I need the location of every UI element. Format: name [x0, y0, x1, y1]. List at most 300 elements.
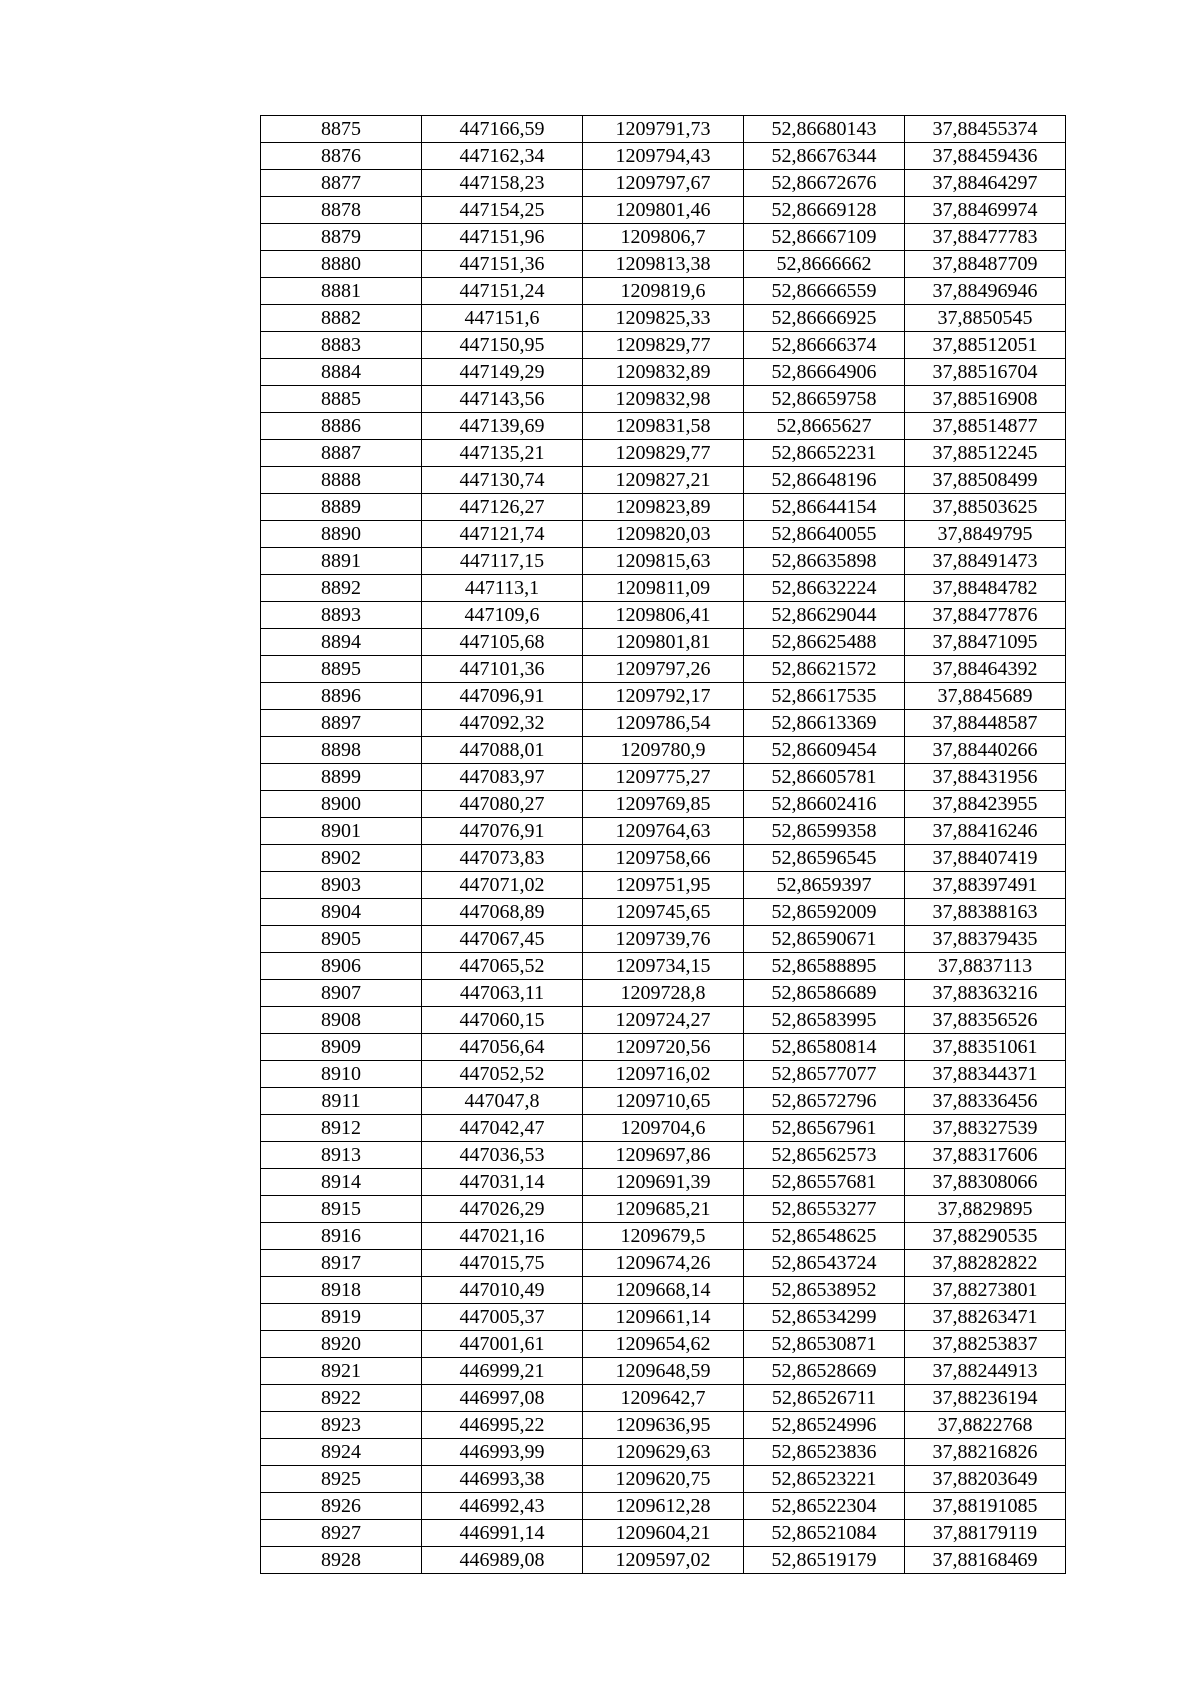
x-coordinate-cell: 447151,36	[422, 251, 583, 278]
point-number-cell: 8925	[261, 1466, 422, 1493]
point-number-cell: 8916	[261, 1223, 422, 1250]
y-coordinate-cell: 1209691,39	[583, 1169, 744, 1196]
table-row	[261, 602, 1066, 629]
y-coordinate-cell: 1209685,21	[583, 1196, 744, 1223]
x-coordinate-cell: 447092,32	[422, 710, 583, 737]
point-number-cell: 8922	[261, 1385, 422, 1412]
longitude-cell: 37,88455374	[905, 116, 1066, 143]
table-row	[261, 899, 1066, 926]
table-row	[261, 197, 1066, 224]
table-row	[261, 548, 1066, 575]
longitude-cell: 37,8849795	[905, 521, 1066, 548]
longitude-cell: 37,88379435	[905, 926, 1066, 953]
table-row	[261, 413, 1066, 440]
x-coordinate-cell: 447080,27	[422, 791, 583, 818]
x-coordinate-cell: 447036,53	[422, 1142, 583, 1169]
y-coordinate-cell: 1209642,7	[583, 1385, 744, 1412]
latitude-cell: 52,86562573	[744, 1142, 905, 1169]
x-coordinate-cell: 447139,69	[422, 413, 583, 440]
y-coordinate-cell: 1209654,62	[583, 1331, 744, 1358]
latitude-cell: 52,86586689	[744, 980, 905, 1007]
table-row	[261, 683, 1066, 710]
table-row	[261, 521, 1066, 548]
table-row	[261, 1412, 1066, 1439]
latitude-cell: 52,86572796	[744, 1088, 905, 1115]
x-coordinate-cell: 446999,21	[422, 1358, 583, 1385]
latitude-cell: 52,86592009	[744, 899, 905, 926]
x-coordinate-cell: 447154,25	[422, 197, 583, 224]
x-coordinate-cell: 447010,49	[422, 1277, 583, 1304]
longitude-cell: 37,8837113	[905, 953, 1066, 980]
table-row	[261, 1034, 1066, 1061]
point-number-cell: 8883	[261, 332, 422, 359]
table-row	[261, 1007, 1066, 1034]
y-coordinate-cell: 1209629,63	[583, 1439, 744, 1466]
point-number-cell: 8913	[261, 1142, 422, 1169]
x-coordinate-cell: 447143,56	[422, 386, 583, 413]
latitude-cell: 52,86524996	[744, 1412, 905, 1439]
latitude-cell: 52,86629044	[744, 602, 905, 629]
y-coordinate-cell: 1209825,33	[583, 305, 744, 332]
table-row	[261, 251, 1066, 278]
point-number-cell: 8893	[261, 602, 422, 629]
latitude-cell: 52,86599358	[744, 818, 905, 845]
table-row	[261, 1142, 1066, 1169]
table-row	[261, 1277, 1066, 1304]
point-number-cell: 8910	[261, 1061, 422, 1088]
latitude-cell: 52,86521084	[744, 1520, 905, 1547]
x-coordinate-cell: 447021,16	[422, 1223, 583, 1250]
y-coordinate-cell: 1209636,95	[583, 1412, 744, 1439]
latitude-cell: 52,86613369	[744, 710, 905, 737]
point-number-cell: 8900	[261, 791, 422, 818]
point-number-cell: 8914	[261, 1169, 422, 1196]
longitude-cell: 37,88516704	[905, 359, 1066, 386]
longitude-cell: 37,88464392	[905, 656, 1066, 683]
x-coordinate-cell: 446991,14	[422, 1520, 583, 1547]
longitude-cell: 37,88484782	[905, 575, 1066, 602]
latitude-cell: 52,86635898	[744, 548, 905, 575]
y-coordinate-cell: 1209679,5	[583, 1223, 744, 1250]
point-number-cell: 8890	[261, 521, 422, 548]
longitude-cell: 37,88351061	[905, 1034, 1066, 1061]
point-number-cell: 8894	[261, 629, 422, 656]
table-row	[261, 1385, 1066, 1412]
latitude-cell: 52,86666925	[744, 305, 905, 332]
y-coordinate-cell: 1209720,56	[583, 1034, 744, 1061]
latitude-cell: 52,86553277	[744, 1196, 905, 1223]
longitude-cell: 37,88216826	[905, 1439, 1066, 1466]
longitude-cell: 37,88407419	[905, 845, 1066, 872]
y-coordinate-cell: 1209734,15	[583, 953, 744, 980]
point-number-cell: 8892	[261, 575, 422, 602]
point-number-cell: 8926	[261, 1493, 422, 1520]
longitude-cell: 37,88448587	[905, 710, 1066, 737]
table-row	[261, 143, 1066, 170]
longitude-cell: 37,88168469	[905, 1547, 1066, 1574]
y-coordinate-cell: 1209769,85	[583, 791, 744, 818]
y-coordinate-cell: 1209668,14	[583, 1277, 744, 1304]
x-coordinate-cell: 447060,15	[422, 1007, 583, 1034]
point-number-cell: 8889	[261, 494, 422, 521]
longitude-cell: 37,88416246	[905, 818, 1066, 845]
point-number-cell: 8908	[261, 1007, 422, 1034]
x-coordinate-cell: 447068,89	[422, 899, 583, 926]
table-row	[261, 845, 1066, 872]
point-number-cell: 8915	[261, 1196, 422, 1223]
latitude-cell: 52,8666662	[744, 251, 905, 278]
x-coordinate-cell: 446989,08	[422, 1547, 583, 1574]
y-coordinate-cell: 1209728,8	[583, 980, 744, 1007]
longitude-cell: 37,88244913	[905, 1358, 1066, 1385]
x-coordinate-cell: 447109,6	[422, 602, 583, 629]
longitude-cell: 37,88336456	[905, 1088, 1066, 1115]
y-coordinate-cell: 1209780,9	[583, 737, 744, 764]
point-number-cell: 8876	[261, 143, 422, 170]
y-coordinate-cell: 1209724,27	[583, 1007, 744, 1034]
point-number-cell: 8879	[261, 224, 422, 251]
table-row	[261, 1466, 1066, 1493]
x-coordinate-cell: 447151,96	[422, 224, 583, 251]
y-coordinate-cell: 1209620,75	[583, 1466, 744, 1493]
y-coordinate-cell: 1209811,09	[583, 575, 744, 602]
y-coordinate-cell: 1209832,89	[583, 359, 744, 386]
longitude-cell: 37,88491473	[905, 548, 1066, 575]
latitude-cell: 52,86669128	[744, 197, 905, 224]
y-coordinate-cell: 1209797,26	[583, 656, 744, 683]
y-coordinate-cell: 1209831,58	[583, 413, 744, 440]
latitude-cell: 52,86676344	[744, 143, 905, 170]
latitude-cell: 52,86590671	[744, 926, 905, 953]
x-coordinate-cell: 447105,68	[422, 629, 583, 656]
y-coordinate-cell: 1209829,77	[583, 440, 744, 467]
longitude-cell: 37,88516908	[905, 386, 1066, 413]
longitude-cell: 37,88253837	[905, 1331, 1066, 1358]
latitude-cell: 52,86666374	[744, 332, 905, 359]
longitude-cell: 37,88344371	[905, 1061, 1066, 1088]
latitude-cell: 52,86522304	[744, 1493, 905, 1520]
x-coordinate-cell: 447067,45	[422, 926, 583, 953]
x-coordinate-cell: 447015,75	[422, 1250, 583, 1277]
latitude-cell: 52,86640055	[744, 521, 905, 548]
latitude-cell: 52,86530871	[744, 1331, 905, 1358]
latitude-cell: 52,86523836	[744, 1439, 905, 1466]
longitude-cell: 37,88423955	[905, 791, 1066, 818]
y-coordinate-cell: 1209827,21	[583, 467, 744, 494]
longitude-cell: 37,88363216	[905, 980, 1066, 1007]
latitude-cell: 52,86621572	[744, 656, 905, 683]
longitude-cell: 37,88477783	[905, 224, 1066, 251]
table-row	[261, 1223, 1066, 1250]
longitude-cell: 37,88397491	[905, 872, 1066, 899]
x-coordinate-cell: 447135,21	[422, 440, 583, 467]
latitude-cell: 52,86523221	[744, 1466, 905, 1493]
table-row	[261, 818, 1066, 845]
longitude-cell: 37,8850545	[905, 305, 1066, 332]
point-number-cell: 8882	[261, 305, 422, 332]
y-coordinate-cell: 1209661,14	[583, 1304, 744, 1331]
y-coordinate-cell: 1209792,17	[583, 683, 744, 710]
longitude-cell: 37,88203649	[905, 1466, 1066, 1493]
y-coordinate-cell: 1209794,43	[583, 143, 744, 170]
y-coordinate-cell: 1209716,02	[583, 1061, 744, 1088]
y-coordinate-cell: 1209801,46	[583, 197, 744, 224]
longitude-cell: 37,88512245	[905, 440, 1066, 467]
point-number-cell: 8918	[261, 1277, 422, 1304]
point-number-cell: 8911	[261, 1088, 422, 1115]
table-row	[261, 1061, 1066, 1088]
table-row	[261, 629, 1066, 656]
latitude-cell: 52,86652231	[744, 440, 905, 467]
latitude-cell: 52,86602416	[744, 791, 905, 818]
table-row	[261, 1169, 1066, 1196]
point-number-cell: 8898	[261, 737, 422, 764]
table-row	[261, 494, 1066, 521]
longitude-cell: 37,88282822	[905, 1250, 1066, 1277]
point-number-cell: 8901	[261, 818, 422, 845]
latitude-cell: 52,86666559	[744, 278, 905, 305]
table-row	[261, 980, 1066, 1007]
x-coordinate-cell: 446997,08	[422, 1385, 583, 1412]
y-coordinate-cell: 1209819,6	[583, 278, 744, 305]
latitude-cell: 52,86519179	[744, 1547, 905, 1574]
y-coordinate-cell: 1209697,86	[583, 1142, 744, 1169]
x-coordinate-cell: 447063,11	[422, 980, 583, 1007]
table-row	[261, 1358, 1066, 1385]
point-number-cell: 8905	[261, 926, 422, 953]
table-row	[261, 656, 1066, 683]
x-coordinate-cell: 446995,22	[422, 1412, 583, 1439]
x-coordinate-cell: 447056,64	[422, 1034, 583, 1061]
x-coordinate-cell: 447052,52	[422, 1061, 583, 1088]
y-coordinate-cell: 1209806,7	[583, 224, 744, 251]
x-coordinate-cell: 447047,8	[422, 1088, 583, 1115]
y-coordinate-cell: 1209797,67	[583, 170, 744, 197]
latitude-cell: 52,86577077	[744, 1061, 905, 1088]
y-coordinate-cell: 1209704,6	[583, 1115, 744, 1142]
longitude-cell: 37,88471095	[905, 629, 1066, 656]
point-number-cell: 8887	[261, 440, 422, 467]
latitude-cell: 52,86664906	[744, 359, 905, 386]
x-coordinate-cell: 446992,43	[422, 1493, 583, 1520]
longitude-cell: 37,88236194	[905, 1385, 1066, 1412]
latitude-cell: 52,8665627	[744, 413, 905, 440]
point-number-cell: 8886	[261, 413, 422, 440]
longitude-cell: 37,88503625	[905, 494, 1066, 521]
point-number-cell: 8897	[261, 710, 422, 737]
longitude-cell: 37,88327539	[905, 1115, 1066, 1142]
longitude-cell: 37,88464297	[905, 170, 1066, 197]
latitude-cell: 52,86596545	[744, 845, 905, 872]
table-row	[261, 332, 1066, 359]
y-coordinate-cell: 1209791,73	[583, 116, 744, 143]
x-coordinate-cell: 447121,74	[422, 521, 583, 548]
longitude-cell: 37,88191085	[905, 1493, 1066, 1520]
longitude-cell: 37,88431956	[905, 764, 1066, 791]
latitude-cell: 52,86543724	[744, 1250, 905, 1277]
table-row	[261, 710, 1066, 737]
table-row	[261, 1520, 1066, 1547]
y-coordinate-cell: 1209612,28	[583, 1493, 744, 1520]
point-number-cell: 8891	[261, 548, 422, 575]
table-row	[261, 737, 1066, 764]
coordinates-table	[260, 115, 1066, 1574]
longitude-cell: 37,88477876	[905, 602, 1066, 629]
x-coordinate-cell: 447088,01	[422, 737, 583, 764]
x-coordinate-cell: 447149,29	[422, 359, 583, 386]
x-coordinate-cell: 447158,23	[422, 170, 583, 197]
x-coordinate-cell: 447101,36	[422, 656, 583, 683]
x-coordinate-cell: 447117,15	[422, 548, 583, 575]
x-coordinate-cell: 447151,6	[422, 305, 583, 332]
latitude-cell: 52,86672676	[744, 170, 905, 197]
y-coordinate-cell: 1209832,98	[583, 386, 744, 413]
latitude-cell: 52,86548625	[744, 1223, 905, 1250]
table-row	[261, 305, 1066, 332]
latitude-cell: 52,86528669	[744, 1358, 905, 1385]
table-row	[261, 791, 1066, 818]
point-number-cell: 8888	[261, 467, 422, 494]
latitude-cell: 52,86557681	[744, 1169, 905, 1196]
y-coordinate-cell: 1209739,76	[583, 926, 744, 953]
y-coordinate-cell: 1209813,38	[583, 251, 744, 278]
y-coordinate-cell: 1209775,27	[583, 764, 744, 791]
point-number-cell: 8921	[261, 1358, 422, 1385]
table-row	[261, 764, 1066, 791]
point-number-cell: 8912	[261, 1115, 422, 1142]
y-coordinate-cell: 1209604,21	[583, 1520, 744, 1547]
longitude-cell: 37,8829895	[905, 1196, 1066, 1223]
y-coordinate-cell: 1209710,65	[583, 1088, 744, 1115]
y-coordinate-cell: 1209786,54	[583, 710, 744, 737]
point-number-cell: 8923	[261, 1412, 422, 1439]
longitude-cell: 37,88273801	[905, 1277, 1066, 1304]
latitude-cell: 52,86567961	[744, 1115, 905, 1142]
latitude-cell: 52,86659758	[744, 386, 905, 413]
x-coordinate-cell: 447065,52	[422, 953, 583, 980]
coordinates-table-body	[261, 116, 1066, 1574]
point-number-cell: 8917	[261, 1250, 422, 1277]
longitude-cell: 37,88290535	[905, 1223, 1066, 1250]
longitude-cell: 37,88496946	[905, 278, 1066, 305]
x-coordinate-cell: 447042,47	[422, 1115, 583, 1142]
y-coordinate-cell: 1209674,26	[583, 1250, 744, 1277]
x-coordinate-cell: 447130,74	[422, 467, 583, 494]
table-row	[261, 278, 1066, 305]
table-row	[261, 926, 1066, 953]
longitude-cell: 37,88459436	[905, 143, 1066, 170]
longitude-cell: 37,88512051	[905, 332, 1066, 359]
y-coordinate-cell: 1209751,95	[583, 872, 744, 899]
x-coordinate-cell: 446993,38	[422, 1466, 583, 1493]
point-number-cell: 8927	[261, 1520, 422, 1547]
x-coordinate-cell: 447076,91	[422, 818, 583, 845]
latitude-cell: 52,86538952	[744, 1277, 905, 1304]
x-coordinate-cell: 447031,14	[422, 1169, 583, 1196]
y-coordinate-cell: 1209648,59	[583, 1358, 744, 1385]
point-number-cell: 8903	[261, 872, 422, 899]
y-coordinate-cell: 1209815,63	[583, 548, 744, 575]
point-number-cell: 8885	[261, 386, 422, 413]
latitude-cell: 52,86644154	[744, 494, 905, 521]
latitude-cell: 52,86625488	[744, 629, 905, 656]
table-row	[261, 575, 1066, 602]
table-row	[261, 1250, 1066, 1277]
point-number-cell: 8920	[261, 1331, 422, 1358]
point-number-cell: 8902	[261, 845, 422, 872]
latitude-cell: 52,8659397	[744, 872, 905, 899]
x-coordinate-cell: 447126,27	[422, 494, 583, 521]
point-number-cell: 8881	[261, 278, 422, 305]
y-coordinate-cell: 1209597,02	[583, 1547, 744, 1574]
x-coordinate-cell: 447071,02	[422, 872, 583, 899]
x-coordinate-cell: 447113,1	[422, 575, 583, 602]
point-number-cell: 8928	[261, 1547, 422, 1574]
point-number-cell: 8880	[261, 251, 422, 278]
longitude-cell: 37,88514877	[905, 413, 1066, 440]
y-coordinate-cell: 1209829,77	[583, 332, 744, 359]
longitude-cell: 37,88308066	[905, 1169, 1066, 1196]
longitude-cell: 37,88440266	[905, 737, 1066, 764]
table-row	[261, 386, 1066, 413]
point-number-cell: 8909	[261, 1034, 422, 1061]
longitude-cell: 37,8822768	[905, 1412, 1066, 1439]
x-coordinate-cell: 447166,59	[422, 116, 583, 143]
point-number-cell: 8875	[261, 116, 422, 143]
latitude-cell: 52,86648196	[744, 467, 905, 494]
x-coordinate-cell: 447151,24	[422, 278, 583, 305]
table-row	[261, 1331, 1066, 1358]
latitude-cell: 52,86526711	[744, 1385, 905, 1412]
longitude-cell: 37,88508499	[905, 467, 1066, 494]
table-row	[261, 1115, 1066, 1142]
table-row	[261, 116, 1066, 143]
longitude-cell: 37,88487709	[905, 251, 1066, 278]
x-coordinate-cell: 447162,34	[422, 143, 583, 170]
table-row	[261, 359, 1066, 386]
y-coordinate-cell: 1209764,63	[583, 818, 744, 845]
point-number-cell: 8904	[261, 899, 422, 926]
point-number-cell: 8896	[261, 683, 422, 710]
table-row	[261, 872, 1066, 899]
latitude-cell: 52,86667109	[744, 224, 905, 251]
x-coordinate-cell: 446993,99	[422, 1439, 583, 1466]
longitude-cell: 37,88469974	[905, 197, 1066, 224]
y-coordinate-cell: 1209758,66	[583, 845, 744, 872]
longitude-cell: 37,88263471	[905, 1304, 1066, 1331]
longitude-cell: 37,8845689	[905, 683, 1066, 710]
table-row	[261, 953, 1066, 980]
y-coordinate-cell: 1209801,81	[583, 629, 744, 656]
latitude-cell: 52,86680143	[744, 116, 905, 143]
latitude-cell: 52,86588895	[744, 953, 905, 980]
point-number-cell: 8906	[261, 953, 422, 980]
latitude-cell: 52,86583995	[744, 1007, 905, 1034]
point-number-cell: 8877	[261, 170, 422, 197]
y-coordinate-cell: 1209820,03	[583, 521, 744, 548]
table-row	[261, 1439, 1066, 1466]
longitude-cell: 37,88356526	[905, 1007, 1066, 1034]
table-row	[261, 224, 1066, 251]
x-coordinate-cell: 447083,97	[422, 764, 583, 791]
latitude-cell: 52,86617535	[744, 683, 905, 710]
table-row	[261, 440, 1066, 467]
longitude-cell: 37,88388163	[905, 899, 1066, 926]
y-coordinate-cell: 1209806,41	[583, 602, 744, 629]
latitude-cell: 52,86632224	[744, 575, 905, 602]
point-number-cell: 8878	[261, 197, 422, 224]
point-number-cell: 8907	[261, 980, 422, 1007]
